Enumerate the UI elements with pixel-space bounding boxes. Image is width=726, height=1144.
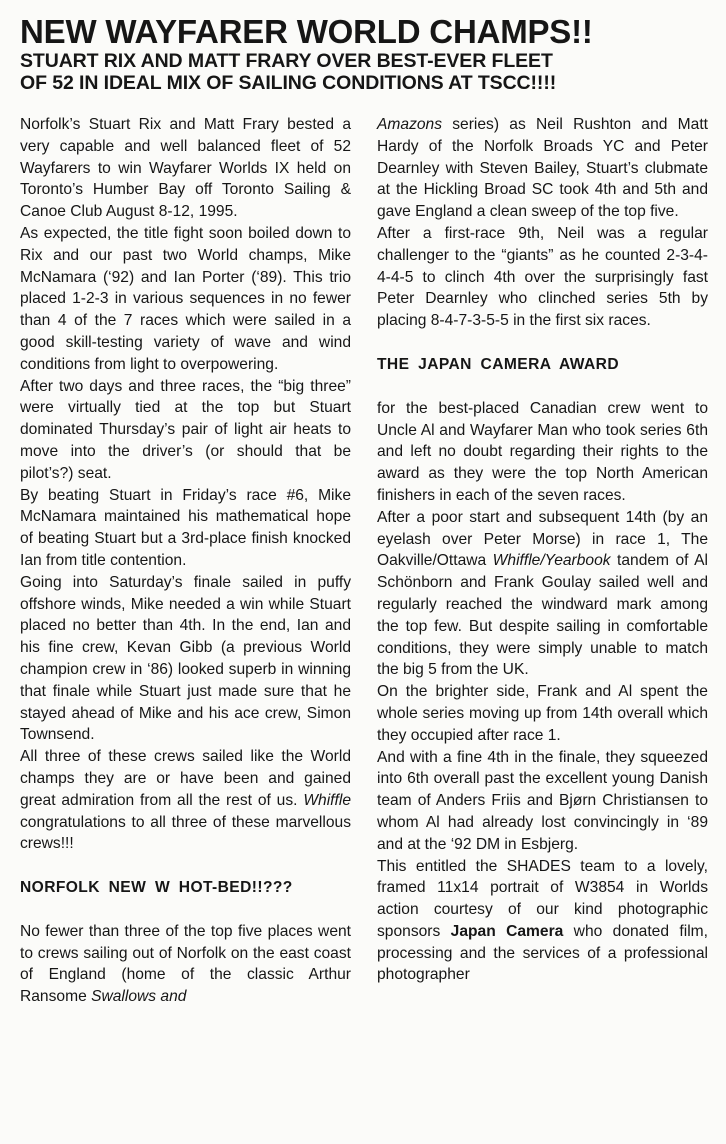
text-run: congratulations to all three of these marvellous crews!!!: [20, 813, 351, 853]
left-column: [20, 114, 351, 1008]
paragraph: [377, 507, 708, 681]
paragraph: [377, 114, 708, 223]
article-columns: [20, 114, 708, 1008]
right-column: [377, 114, 708, 1008]
paragraph: Norfolk’s Stuart Rix and Matt Frary bested a very capable and well balanced fleet of 52 Wayfarers to win Wayfarer Worlds IX held on Toronto’s Humber Bay off Toronto Sailing & Canoe Club August 8-12, 1995.: [20, 116, 351, 221]
paragraph: [377, 856, 708, 987]
bold-text: Japan Camera: [450, 922, 564, 940]
italic-text: Whiffle: [303, 791, 351, 809]
text-run: series) as Neil Rushton and Matt Hardy of the Norfolk Broads YC and Peter Dearnley with Steven Bailey, Stuart’s clubmate at the Hickling Broad SC took 4th and 5th and gave England a clean sweep of the top five.: [377, 116, 708, 221]
text-run: No fewer than three of the top five places went to crews sailing out of Norfolk on the east coast of England (home of the classic Arthur Ransome: [20, 922, 351, 1006]
paragraph: After a first-race 9th, Neil was a regular challenger to the “giants” as he counted 2-3-4-4-4-5 to clinch 4th over the surprisingly fast Peter Dearnley who clinched series 5th by placing 8-4-7-3-5-5 in the first six races.: [377, 224, 708, 330]
paragraph: And with a fine 4th in the finale, they squeezed into 6th overall past the excellent young Danish team of Anders Friis and Bjørn Christiansen to whom Al had already lost convincingly in ‘89 and at the ‘92 DM in Esbjerg.: [377, 748, 708, 853]
italic-text: Swallows and: [91, 988, 187, 1006]
subheadline-line-1: STUART RIX AND MATT FRARY OVER BEST-EVER FLEET: [20, 50, 553, 72]
subheadline: [20, 50, 708, 94]
text-run: tandem of Al Schönborn and Frank Goulay sailed well and regularly reached the windward mark among the top few. But despite sailing in comfortable conditions, they were simply unable to match the big 5 from the UK.: [377, 552, 708, 679]
italic-text: Whiffle/Yearbook: [492, 552, 611, 570]
text-run: This entitled the SHADES team to a lovely, framed 11x14 portrait of W3854 in Worlds action courtesy of our kind photographic sponsors: [377, 857, 708, 940]
italic-text: Amazons: [377, 116, 443, 133]
paragraph: for the best-placed Canadian crew went to Uncle Al and Wayfarer Man who took series 6th and left no doubt regarding their rights to the award as they were the top North American finishers in each of the seven races.: [377, 399, 708, 504]
text-run: All three of these crews sailed like the World champs they are or have been and gained great admiration from all the rest of us.: [20, 748, 351, 809]
paragraph: Going into Saturday’s finale sailed in puffy offshore winds, Mike needed a win while Stuart placed no better than 4th. In the end, Ian and his fine crew, Kevan Gibb (a previous World champion crew in ‘86) looked superb in winning that finale while Stuart just made sure that he stayed ahead of Mike and his ace crew, Simon Townsend.: [20, 573, 351, 744]
paragraph: As expected, the title fight soon boiled down to Rix and our past two World champs, Mike McNamara (‘92) and Ian Porter (‘89). This trio placed 1-2-3 in various sequences in no fewer than 4 of the 7 races which were sailed in a good skill-testing variety of wave and wind conditions from light to overpowering.: [20, 224, 351, 373]
text-run: who donated film, processing and the services of a professional photographer: [377, 922, 708, 984]
section-heading: THE JAPAN CAMERA AWARD: [377, 355, 620, 373]
headline: NEW WAYFARER WORLD CHAMPS!!: [20, 13, 593, 50]
subheadline-line-2: OF 52 IN IDEAL MIX OF SAILING CONDITIONS AT TSCC!!!!: [20, 72, 557, 94]
text-run: After a poor start and subsequent 14th (by an eyelash over Peter Morse) in race 1, The Oakville/Ottawa: [377, 508, 708, 570]
paragraph: After two days and three races, the “big three” were virtually tied at the top but Stuart dominated Thursday’s pair of light air heats to move into the driver’s (or should that be pilot’s?) seat.: [20, 377, 351, 482]
paragraph: By beating Stuart in Friday’s race #6, Mike McNamara maintained his mathematical hope of beating Stuart but a 3rd-place finish knocked Ian from title contention.: [20, 486, 351, 569]
paragraph: [20, 921, 351, 1008]
section-heading: NORFOLK NEW W HOT-BED!!???: [20, 879, 293, 897]
paragraph: On the brighter side, Frank and Al spent the whole series moving up from 14th overall which they occupied after race 1.: [377, 683, 708, 744]
paragraph: [20, 746, 351, 855]
